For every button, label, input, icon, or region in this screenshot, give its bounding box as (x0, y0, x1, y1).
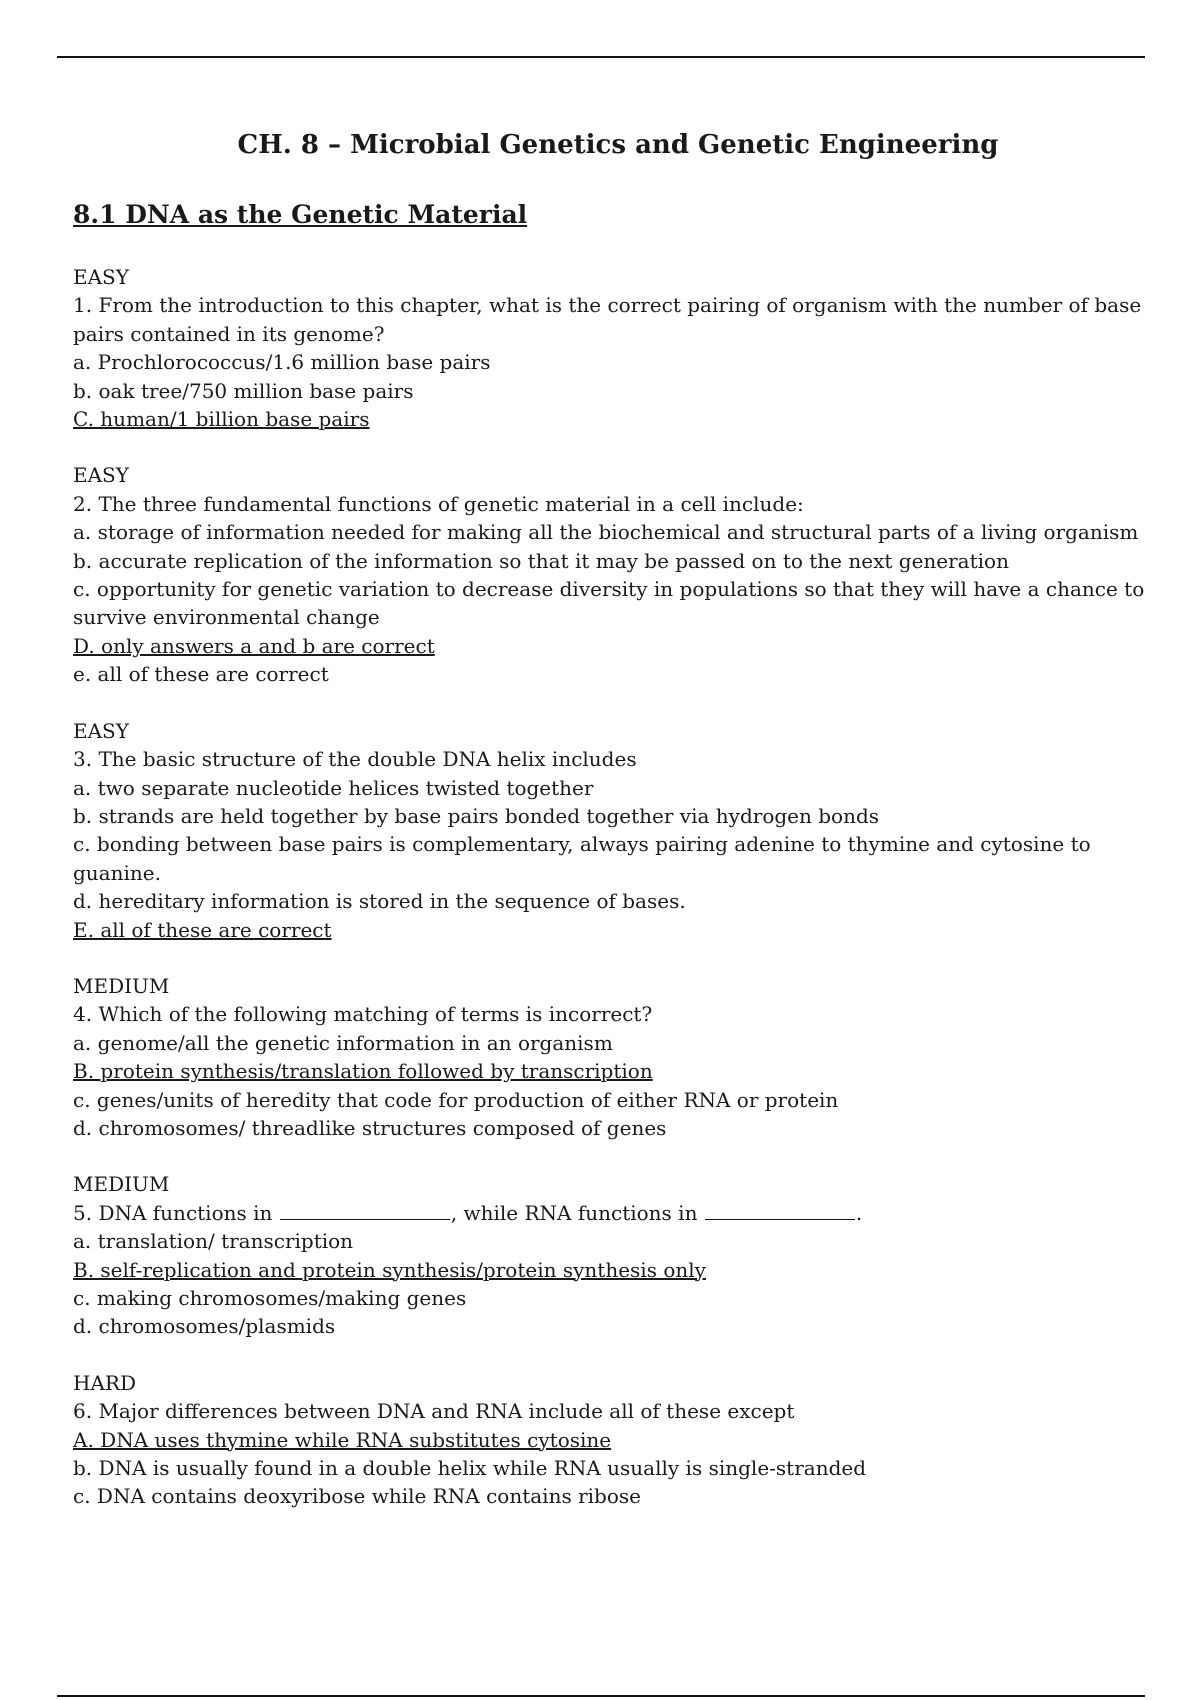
answer-option: d. chromosomes/ threadlike structures composed of genes (73, 1115, 667, 1140)
question-stem: 4. Which of the following matching of terms is incorrect? (73, 1002, 653, 1027)
correct-answer-option: B. self-replication and protein synthesis/protein synthesis only (73, 1257, 706, 1282)
answer-option: a. storage of information needed for making all the biochemical and structural parts of a living organism (73, 520, 1139, 545)
question-2 (73, 461, 1163, 688)
correct-answer-option: A. DNA uses thymine while RNA substitutes cytosine (73, 1427, 612, 1452)
document-body (73, 200, 1163, 1539)
answer-option: c. DNA contains deoxyribose while RNA contains ribose (73, 1484, 641, 1509)
answer-option: c. making chromosomes/making genes (73, 1286, 467, 1310)
question-stem: 2. The three fundamental functions of genetic material in a cell include: (73, 491, 804, 516)
correct-answer-option: B. protein synthesis/translation followed by transcription (73, 1059, 653, 1084)
answer-option: d. chromosomes/plasmids (73, 1314, 336, 1339)
answer-option: d. hereditary information is stored in the sequence of bases. (73, 889, 686, 914)
difficulty-label: EASY (73, 265, 129, 289)
question-3 (73, 717, 1163, 944)
bottom-rule (57, 1695, 1145, 1697)
top-rule (57, 56, 1145, 58)
question-stem-part: 5. DNA functions in (73, 1200, 273, 1225)
answer-option: b. accurate replication of the information so that it may be passed on to the next generation (73, 548, 1009, 573)
answer-option: e. all of these are correct (73, 662, 329, 687)
question-stem-part: . (855, 1200, 863, 1225)
difficulty-label: MEDIUM (73, 1172, 170, 1197)
answer-option: c. genes/units of heredity that code for production of either RNA or protein (73, 1087, 839, 1112)
answer-option: b. oak tree/750 million base pairs (73, 378, 414, 403)
section-heading: 8.1 DNA as the Genetic Material (73, 200, 528, 229)
difficulty-label: EASY (73, 463, 129, 488)
question-6 (73, 1369, 1163, 1511)
question-1 (73, 263, 1163, 433)
difficulty-label: HARD (73, 1370, 136, 1395)
question-stem-part: , while RNA functions in (450, 1200, 698, 1225)
difficulty-label: MEDIUM (73, 973, 170, 998)
correct-answer-option: E. all of these are correct (73, 917, 332, 942)
page-title: CH. 8 – Microbial Genetics and Genetic Engineering (237, 130, 999, 160)
answer-option: a. two separate nucleotide helices twisted together (73, 775, 594, 800)
question-stem: 6. Major differences between DNA and RNA include all of these except (73, 1399, 795, 1424)
correct-answer-option: C. human/1 billion base pairs (73, 407, 370, 432)
question-4 (73, 972, 1163, 1142)
question-stem: 3. The basic structure of the double DNA helix includes (73, 747, 637, 772)
answer-option: c. opportunity for genetic variation to decrease diversity in populations so that they will have a chance to survive environmental change (73, 577, 1145, 630)
answer-option: a. Prochlorococcus/1.6 million base pairs (73, 350, 491, 375)
question-5 (73, 1170, 1163, 1340)
answer-option: b. DNA is usually found in a double helix while RNA usually is single-stranded (73, 1456, 867, 1481)
answer-blank (280, 1218, 450, 1220)
answer-option: b. strands are held together by base pairs bonded together via hydrogen bonds (73, 803, 880, 828)
answer-option: a. translation/ transcription (73, 1229, 354, 1254)
answer-blank (705, 1218, 855, 1220)
correct-answer-option: D. only answers a and b are correct (73, 633, 435, 658)
answer-option: a. genome/all the genetic information in an organism (73, 1030, 613, 1055)
answer-option: c. bonding between base pairs is complementary, always pairing adenine to thymine and cytosine to guanine. (73, 832, 1091, 885)
question-stem: 1. From the introduction to this chapter, what is the correct pairing of organism with the number of base pairs contained in its genome? (73, 293, 1142, 346)
difficulty-label: EASY (73, 718, 129, 743)
question-stem (73, 1199, 1163, 1227)
